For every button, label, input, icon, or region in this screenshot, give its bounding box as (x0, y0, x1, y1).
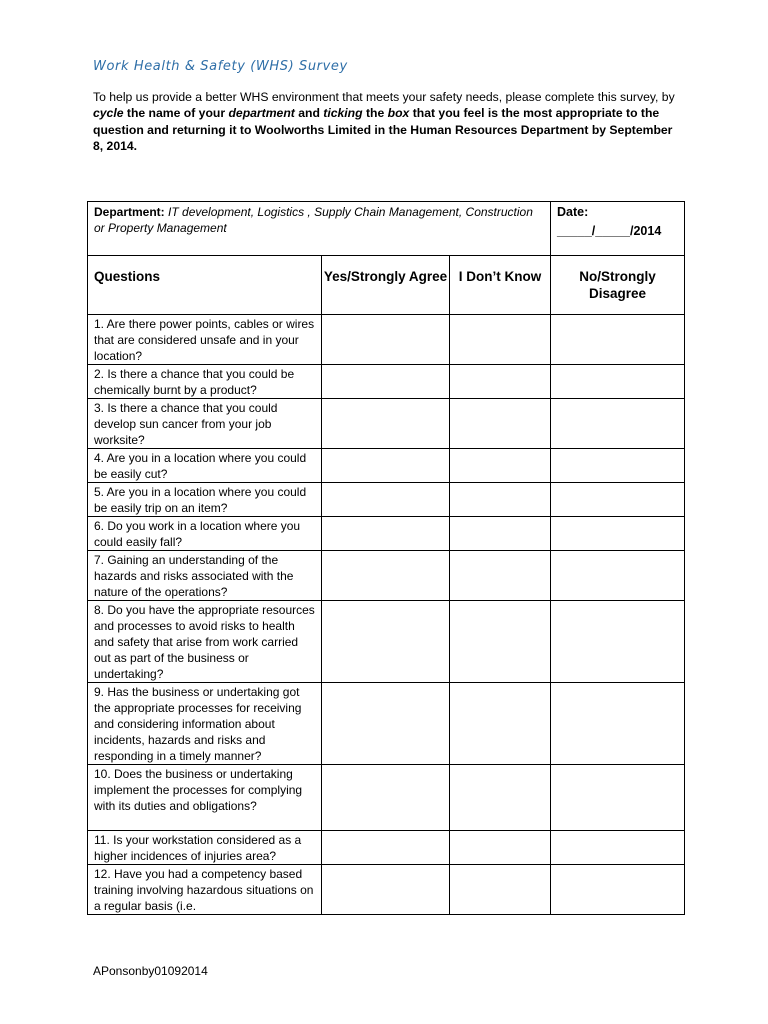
dont-know-answer-box[interactable] (450, 517, 551, 551)
yes-header: Yes/Strongly Agree (322, 256, 450, 315)
question-row (88, 365, 685, 399)
question-text: 8. Do you have the appropriate resources and processes to avoid risks to health and safety that arise from work carried out as part of the business or undertaking? (88, 601, 322, 683)
question-text: 4. Are you in a location where you could be easily cut? (88, 449, 322, 483)
question-row (88, 449, 685, 483)
yes-answer-box[interactable] (322, 683, 450, 765)
question-text: 7. Gaining an understanding of the hazards and risks associated with the nature of the operations? (88, 551, 322, 601)
yes-answer-box[interactable] (322, 765, 450, 831)
no-answer-box[interactable] (551, 865, 685, 915)
no-answer-box[interactable] (551, 399, 685, 449)
no-answer-box[interactable] (551, 517, 685, 551)
question-row (88, 831, 685, 865)
department-label: Department: (94, 205, 165, 219)
yes-answer-box[interactable] (322, 399, 450, 449)
footer-code: APonsonby01092014 (93, 964, 208, 978)
question-row (88, 683, 685, 765)
no-answer-box[interactable] (551, 601, 685, 683)
yes-answer-box[interactable] (322, 601, 450, 683)
yes-answer-box[interactable] (322, 449, 450, 483)
questions-header: Questions (88, 256, 322, 315)
question-text: 6. Do you work in a location where you could easily fall? (88, 517, 322, 551)
intro-emphasis: cycle (93, 106, 124, 121)
intro-text: and (294, 106, 324, 121)
question-row (88, 865, 685, 915)
yes-answer-box[interactable] (322, 483, 450, 517)
question-text: 2. Is there a chance that you could be chemically burnt by a product? (88, 365, 322, 399)
yes-answer-box[interactable] (322, 365, 450, 399)
question-row (88, 765, 685, 831)
column-header-row (88, 256, 685, 315)
question-text: 10. Does the business or undertaking implement the processes for complying with its duties and obligations? (88, 765, 322, 831)
yes-answer-box[interactable] (322, 865, 450, 915)
question-text: 9. Has the business or undertaking got the appropriate processes for receiving and considering information about incidents, hazards and risks and responding in a timely manner? (88, 683, 322, 765)
no-answer-box[interactable] (551, 365, 685, 399)
dont-know-answer-box[interactable] (450, 483, 551, 517)
yes-answer-box[interactable] (322, 551, 450, 601)
question-row (88, 517, 685, 551)
department-cell[interactable] (88, 202, 551, 256)
intro-emphasis: department (228, 106, 295, 121)
dont-know-answer-box[interactable] (450, 601, 551, 683)
no-answer-box[interactable] (551, 683, 685, 765)
intro-paragraph (93, 89, 678, 155)
dont-know-answer-box[interactable] (450, 765, 551, 831)
no-answer-box[interactable] (551, 551, 685, 601)
no-answer-box[interactable] (551, 449, 685, 483)
no-answer-box[interactable] (551, 831, 685, 865)
no-header: No/Strongly Disagree (551, 256, 685, 315)
dont-know-answer-box[interactable] (450, 449, 551, 483)
question-row (88, 399, 685, 449)
dont-know-answer-box[interactable] (450, 865, 551, 915)
question-text: 12. Have you had a competency based training involving hazardous situations on a regular basis (i.e. (88, 865, 322, 915)
question-row (88, 315, 685, 365)
dont-know-answer-box[interactable] (450, 365, 551, 399)
no-answer-box[interactable] (551, 765, 685, 831)
question-text: 5. Are you in a location where you could be easily trip on an item? (88, 483, 322, 517)
date-cell[interactable] (551, 202, 685, 256)
dont-know-answer-box[interactable] (450, 683, 551, 765)
yes-answer-box[interactable] (322, 517, 450, 551)
intro-text: the (362, 106, 388, 121)
question-row (88, 551, 685, 601)
survey-table (87, 201, 685, 915)
question-text: 3. Is there a chance that you could develop sun cancer from your job worksite? (88, 399, 322, 449)
intro-emphasis: ticking (323, 106, 363, 121)
question-row (88, 483, 685, 517)
question-text: 11. Is your workstation considered as a higher incidences of injuries area? (88, 831, 322, 865)
intro-text: To help us provide a better WHS environment that meets your safety needs, please complete this survey, by (93, 90, 675, 104)
dont-know-header: I Don’t Know (450, 256, 551, 315)
dont-know-answer-box[interactable] (450, 315, 551, 365)
department-options[interactable]: IT development, Logistics , Supply Chain Management, Construction or Property Management (94, 205, 533, 235)
dont-know-answer-box[interactable] (450, 831, 551, 865)
date-label: Date: (557, 205, 589, 219)
question-row (88, 601, 685, 683)
date-field[interactable]: _____/_____/2014 (557, 224, 662, 238)
intro-text: that you feel is the most appropriate to the question and returning it to Woolworths Limited in the Human Resources Department by September 8, 2014. (93, 106, 673, 154)
dont-know-answer-box[interactable] (450, 399, 551, 449)
question-text: 1. Are there power points, cables or wires that are considered unsafe and in your location? (88, 315, 322, 365)
dont-know-answer-box[interactable] (450, 551, 551, 601)
no-answer-box[interactable] (551, 315, 685, 365)
no-answer-box[interactable] (551, 483, 685, 517)
yes-answer-box[interactable] (322, 315, 450, 365)
yes-answer-box[interactable] (322, 831, 450, 865)
survey-title: Work Health & Safety (WHS) Survey (93, 59, 348, 74)
intro-emphasis: box (387, 106, 410, 121)
intro-text: the name of your (123, 106, 229, 121)
header-info-row (88, 202, 685, 256)
